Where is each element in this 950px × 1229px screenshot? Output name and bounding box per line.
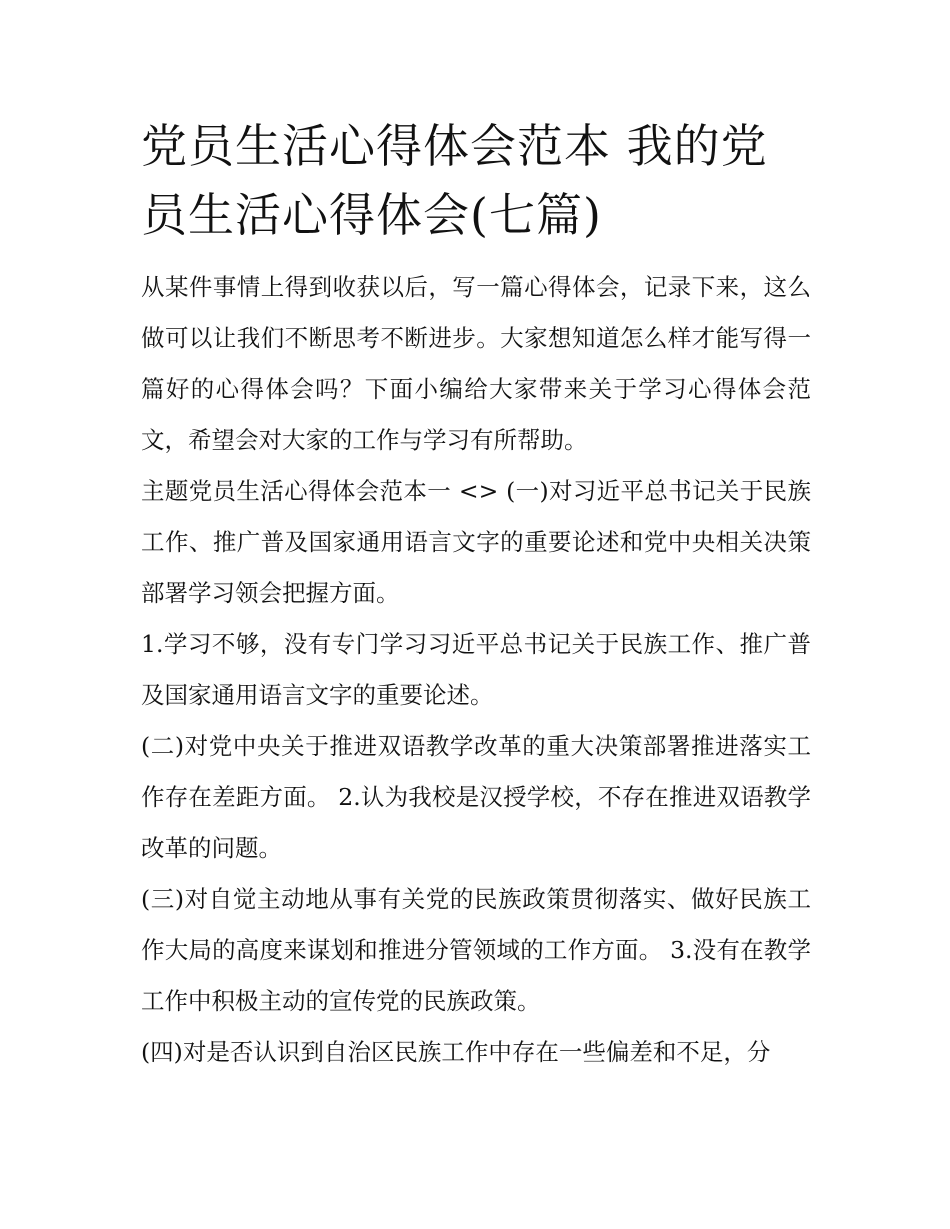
- paragraph-section-2: (二)对党中央关于推进双语教学改革的重大决策部署推进落实工作存在差距方面。 2.认为我校是汉授学校，不存在推进双语教学改革的问题。: [141, 732, 811, 862]
- paragraph-intro: 从某件事情上得到收获以后，写一篇心得体会，记录下来，这么做可以让我们不断思考不断进步。大家想知道怎么样才能写得一篇好的心得体会吗？下面小编给大家带来关于学习心得体会范文，希望会对大家的工作与学习有所帮助。: [141, 273, 811, 454]
- document-content: [141, 112, 811, 1078]
- paragraph-section-1: 主题党员生活心得体会范本一 <> (一)对习近平总书记关于民族工作、推广普及国家通用语言文字的重要论述和党中央相关决策部署学习领会把握方面。: [141, 477, 811, 607]
- document-body: [141, 262, 811, 1078]
- paragraph-item-1: 1.学习不够，没有专门学习习近平总书记关于民族工作、推广普及国家通用语言文字的重要论述。: [141, 630, 811, 709]
- paragraph-section-3: (三)对自觉主动地从事有关党的民族政策贯彻落实、做好民族工作大局的高度来谋划和推进分管领域的工作方面。 3.没有在教学工作中积极主动的宣传党的民族政策。: [141, 885, 811, 1015]
- paragraph-section-4: (四)对是否认识到自治区民族工作中存在一些偏差和不足，分: [141, 1038, 771, 1066]
- document-title: 党员生活心得体会范本 我的党员生活心得体会(七篇): [141, 119, 768, 242]
